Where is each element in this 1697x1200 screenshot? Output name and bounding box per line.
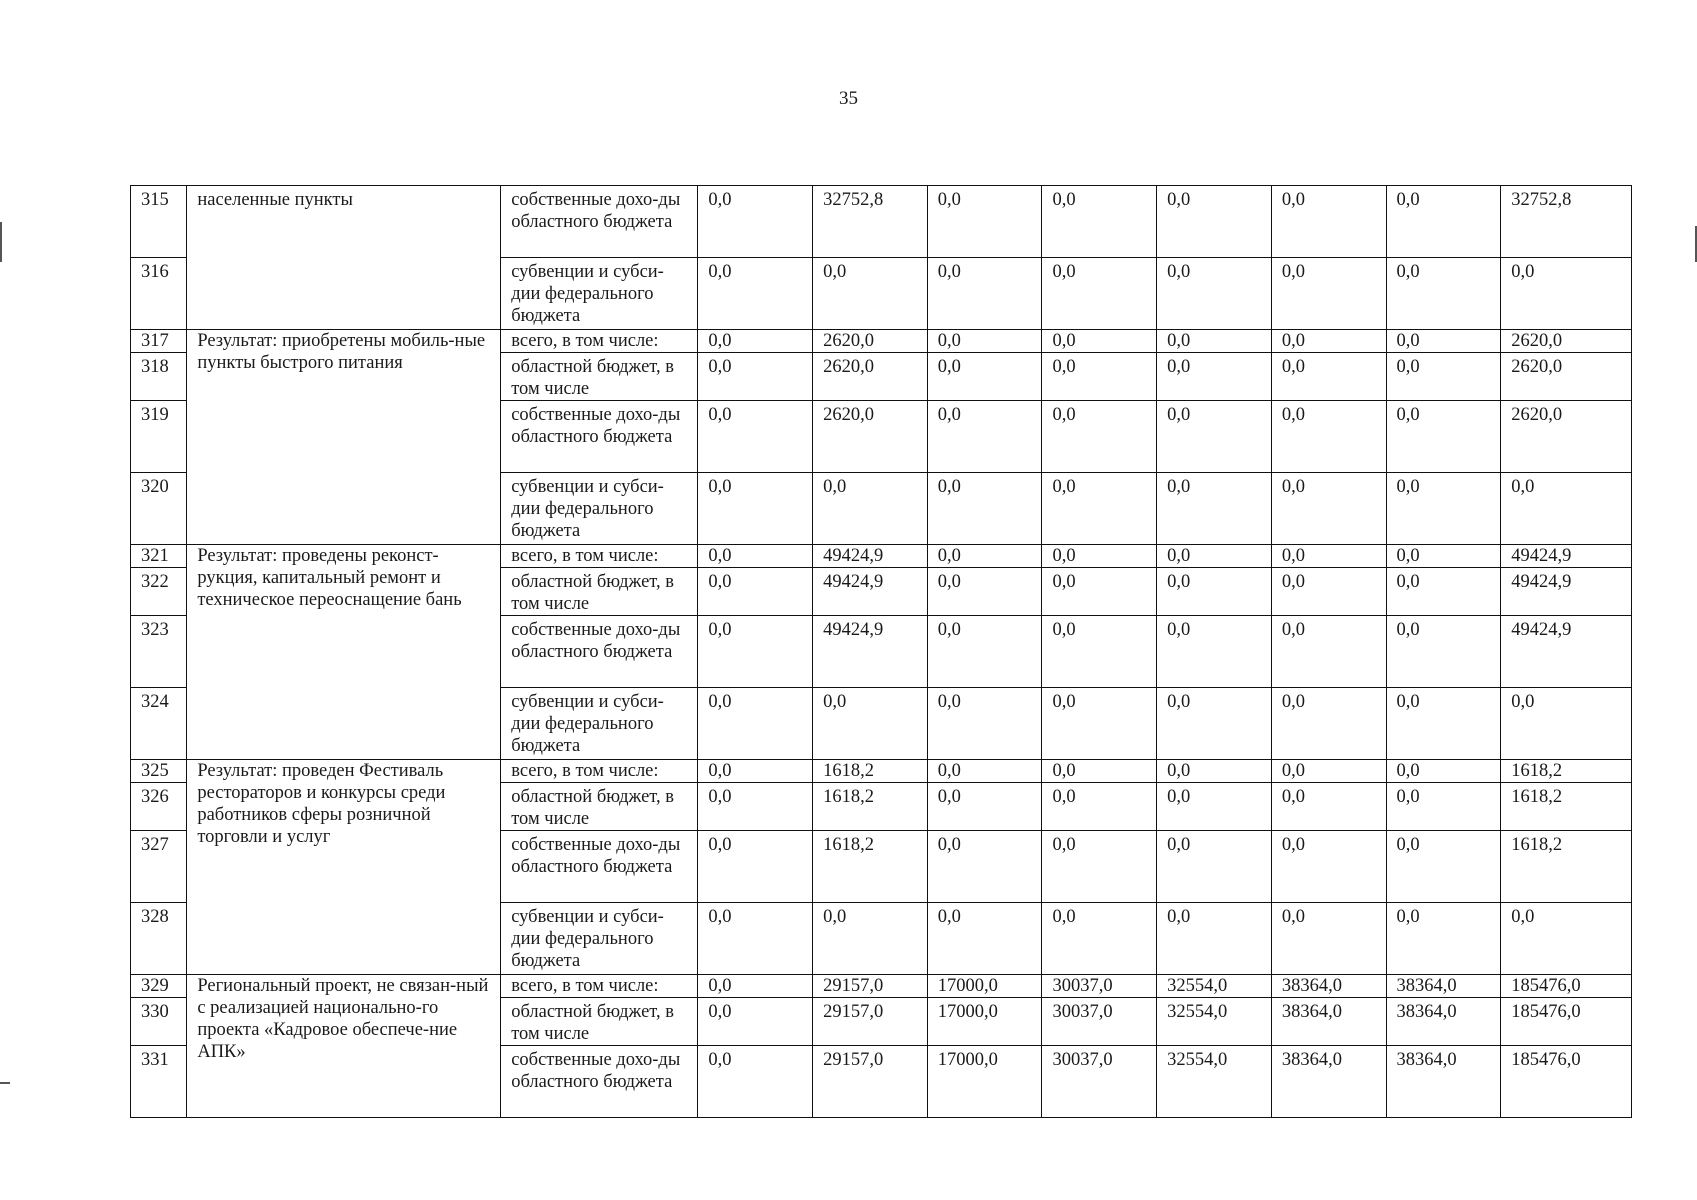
- year-value: 0,0: [927, 616, 1042, 688]
- year-value: 0,0: [1271, 783, 1386, 831]
- funding-source: собственные дохо-ды областного бюджета: [501, 186, 698, 258]
- year-value: 0,0: [1386, 783, 1501, 831]
- year-value: 0,0: [1157, 903, 1272, 975]
- year-value: 0,0: [1042, 401, 1157, 473]
- year-value: 0,0: [1386, 688, 1501, 760]
- year-value: 32554,0: [1157, 998, 1272, 1046]
- year-value: 0,0: [1386, 353, 1501, 401]
- year-value: 0,0: [1386, 330, 1501, 353]
- scan-edge-mark: [0, 222, 2, 262]
- year-value: 0,0: [698, 186, 813, 258]
- year-value: 0,0: [1157, 401, 1272, 473]
- total-value: 185476,0: [1501, 975, 1632, 998]
- year-value: 38364,0: [1386, 998, 1501, 1046]
- year-value: 2620,0: [813, 330, 928, 353]
- year-value: 30037,0: [1042, 975, 1157, 998]
- year-value: 2620,0: [813, 353, 928, 401]
- year-value: 0,0: [698, 258, 813, 330]
- year-value: 0,0: [1157, 258, 1272, 330]
- year-value: 0,0: [1271, 545, 1386, 568]
- funding-source: собственные дохо-ды областного бюджета: [501, 401, 698, 473]
- year-value: 0,0: [698, 353, 813, 401]
- total-value: 2620,0: [1501, 401, 1632, 473]
- row-number: 323: [131, 616, 187, 688]
- year-value: 0,0: [698, 975, 813, 998]
- year-value: 0,0: [1271, 330, 1386, 353]
- year-value: 0,0: [698, 1046, 813, 1118]
- year-value: 0,0: [1042, 783, 1157, 831]
- year-value: 0,0: [1271, 401, 1386, 473]
- funding-source: собственные дохо-ды областного бюджета: [501, 1046, 698, 1118]
- scan-edge-mark: [0, 1082, 10, 1084]
- row-number: 316: [131, 258, 187, 330]
- total-value: 49424,9: [1501, 616, 1632, 688]
- year-value: 32554,0: [1157, 1046, 1272, 1118]
- year-value: 32554,0: [1157, 975, 1272, 998]
- year-value: 0,0: [1157, 353, 1272, 401]
- row-number: 317: [131, 330, 187, 353]
- row-number: 325: [131, 760, 187, 783]
- year-value: 0,0: [698, 545, 813, 568]
- year-value: 49424,9: [813, 616, 928, 688]
- year-value: 0,0: [1271, 616, 1386, 688]
- total-value: 0,0: [1501, 688, 1632, 760]
- total-value: 2620,0: [1501, 330, 1632, 353]
- year-value: 0,0: [698, 760, 813, 783]
- year-value: 0,0: [698, 998, 813, 1046]
- year-value: 0,0: [927, 186, 1042, 258]
- year-value: 49424,9: [813, 568, 928, 616]
- year-value: 0,0: [1271, 688, 1386, 760]
- year-value: 0,0: [1386, 258, 1501, 330]
- year-value: 0,0: [1386, 903, 1501, 975]
- year-value: 0,0: [1386, 545, 1501, 568]
- row-number: 329: [131, 975, 187, 998]
- row-number: 331: [131, 1046, 187, 1118]
- year-value: 0,0: [1042, 903, 1157, 975]
- year-value: 0,0: [1271, 353, 1386, 401]
- result-description: Результат: проведен Фестиваль рестораторов и конкурсы среди работников сферы розничной торговли и услуг: [187, 760, 501, 975]
- year-value: 0,0: [1157, 330, 1272, 353]
- table-row: [131, 330, 1632, 353]
- year-value: 0,0: [1271, 258, 1386, 330]
- row-number: 328: [131, 903, 187, 975]
- year-value: 0,0: [698, 568, 813, 616]
- year-value: 0,0: [1042, 760, 1157, 783]
- year-value: 0,0: [1157, 831, 1272, 903]
- row-number: 315: [131, 186, 187, 258]
- year-value: 0,0: [1042, 831, 1157, 903]
- year-value: 0,0: [1157, 568, 1272, 616]
- year-value: 0,0: [813, 903, 928, 975]
- year-value: 0,0: [813, 258, 928, 330]
- year-value: 38364,0: [1271, 975, 1386, 998]
- funding-source: собственные дохо-ды областного бюджета: [501, 831, 698, 903]
- year-value: 0,0: [698, 616, 813, 688]
- funding-source: субвенции и субси-дии федерального бюджета: [501, 688, 698, 760]
- total-value: 2620,0: [1501, 353, 1632, 401]
- total-value: 32752,8: [1501, 186, 1632, 258]
- funding-source: областной бюджет, в том числе: [501, 568, 698, 616]
- funding-source: всего, в том числе:: [501, 330, 698, 353]
- year-value: 0,0: [1386, 473, 1501, 545]
- year-value: 0,0: [1386, 831, 1501, 903]
- total-value: 0,0: [1501, 258, 1632, 330]
- total-value: 49424,9: [1501, 545, 1632, 568]
- year-value: 2620,0: [813, 401, 928, 473]
- year-value: 38364,0: [1386, 1046, 1501, 1118]
- year-value: 49424,9: [813, 545, 928, 568]
- page-number: 35: [839, 88, 858, 109]
- total-value: 1618,2: [1501, 783, 1632, 831]
- year-value: 0,0: [1386, 568, 1501, 616]
- total-value: 185476,0: [1501, 998, 1632, 1046]
- year-value: 0,0: [1042, 353, 1157, 401]
- year-value: 1618,2: [813, 783, 928, 831]
- total-value: 1618,2: [1501, 760, 1632, 783]
- year-value: 0,0: [698, 831, 813, 903]
- year-value: 0,0: [1386, 186, 1501, 258]
- year-value: 0,0: [1042, 568, 1157, 616]
- year-value: 0,0: [698, 783, 813, 831]
- year-value: 0,0: [927, 831, 1042, 903]
- total-value: 0,0: [1501, 473, 1632, 545]
- table-row: [131, 975, 1632, 998]
- year-value: 0,0: [1271, 760, 1386, 783]
- year-value: 29157,0: [813, 975, 928, 998]
- year-value: 38364,0: [1386, 975, 1501, 998]
- year-value: 0,0: [1157, 545, 1272, 568]
- budget-table-container: [130, 185, 1632, 1118]
- year-value: 38364,0: [1271, 998, 1386, 1046]
- year-value: 29157,0: [813, 1046, 928, 1118]
- year-value: 0,0: [1271, 473, 1386, 545]
- year-value: 0,0: [698, 903, 813, 975]
- row-number: 326: [131, 783, 187, 831]
- result-description: Результат: проведены реконст-рукция, капитальный ремонт и техническое переоснащение бань: [187, 545, 501, 760]
- row-number: 324: [131, 688, 187, 760]
- year-value: 0,0: [813, 473, 928, 545]
- year-value: 0,0: [1157, 616, 1272, 688]
- row-number: 320: [131, 473, 187, 545]
- funding-source: всего, в том числе:: [501, 975, 698, 998]
- table-row: [131, 545, 1632, 568]
- total-value: 185476,0: [1501, 1046, 1632, 1118]
- year-value: 0,0: [1042, 186, 1157, 258]
- year-value: 0,0: [698, 473, 813, 545]
- year-value: 0,0: [927, 258, 1042, 330]
- year-value: 0,0: [927, 473, 1042, 545]
- year-value: 0,0: [1157, 473, 1272, 545]
- row-number: 319: [131, 401, 187, 473]
- year-value: 0,0: [1271, 903, 1386, 975]
- year-value: 0,0: [1042, 688, 1157, 760]
- year-value: 0,0: [1042, 616, 1157, 688]
- total-value: 49424,9: [1501, 568, 1632, 616]
- year-value: 0,0: [1157, 688, 1272, 760]
- funding-source: субвенции и субси-дии федерального бюджета: [501, 258, 698, 330]
- year-value: 1618,2: [813, 760, 928, 783]
- year-value: 17000,0: [927, 998, 1042, 1046]
- year-value: 0,0: [1271, 568, 1386, 616]
- budget-table-body: [131, 186, 1632, 1118]
- result-description: населенные пункты: [187, 186, 501, 330]
- total-value: 1618,2: [1501, 831, 1632, 903]
- funding-source: всего, в том числе:: [501, 760, 698, 783]
- row-number: 322: [131, 568, 187, 616]
- year-value: 0,0: [1042, 258, 1157, 330]
- year-value: 0,0: [1386, 401, 1501, 473]
- year-value: 29157,0: [813, 998, 928, 1046]
- year-value: 38364,0: [1271, 1046, 1386, 1118]
- year-value: 0,0: [698, 688, 813, 760]
- year-value: 0,0: [927, 568, 1042, 616]
- year-value: 0,0: [927, 688, 1042, 760]
- result-description: Региональный проект, не связан-ный с реализацией национально-го проекта «Кадровое обеспече-ние АПК»: [187, 975, 501, 1118]
- year-value: 17000,0: [927, 1046, 1042, 1118]
- year-value: 0,0: [927, 760, 1042, 783]
- year-value: 0,0: [927, 903, 1042, 975]
- year-value: 0,0: [1157, 783, 1272, 831]
- year-value: 30037,0: [1042, 998, 1157, 1046]
- year-value: 0,0: [1271, 186, 1386, 258]
- year-value: 0,0: [927, 401, 1042, 473]
- funding-source: областной бюджет, в том числе: [501, 353, 698, 401]
- row-number: 318: [131, 353, 187, 401]
- year-value: 0,0: [698, 401, 813, 473]
- row-number: 330: [131, 998, 187, 1046]
- year-value: 0,0: [1157, 186, 1272, 258]
- budget-table: [130, 185, 1632, 1118]
- year-value: 0,0: [927, 545, 1042, 568]
- funding-source: субвенции и субси-дии федерального бюджета: [501, 473, 698, 545]
- year-value: 0,0: [813, 688, 928, 760]
- year-value: 0,0: [1042, 330, 1157, 353]
- year-value: 0,0: [1271, 831, 1386, 903]
- year-value: 1618,2: [813, 831, 928, 903]
- year-value: 0,0: [1157, 760, 1272, 783]
- year-value: 0,0: [927, 330, 1042, 353]
- year-value: 32752,8: [813, 186, 928, 258]
- funding-source: собственные дохо-ды областного бюджета: [501, 616, 698, 688]
- year-value: 30037,0: [1042, 1046, 1157, 1118]
- funding-source: областной бюджет, в том числе: [501, 783, 698, 831]
- row-number: 327: [131, 831, 187, 903]
- result-description: Результат: приобретены мобиль-ные пункты быстрого питания: [187, 330, 501, 545]
- funding-source: всего, в том числе:: [501, 545, 698, 568]
- year-value: 0,0: [927, 353, 1042, 401]
- total-value: 0,0: [1501, 903, 1632, 975]
- year-value: 0,0: [1042, 545, 1157, 568]
- year-value: 0,0: [1042, 473, 1157, 545]
- year-value: 17000,0: [927, 975, 1042, 998]
- funding-source: субвенции и субси-дии федерального бюджета: [501, 903, 698, 975]
- year-value: 0,0: [1386, 760, 1501, 783]
- year-value: 0,0: [698, 330, 813, 353]
- funding-source: областной бюджет, в том числе: [501, 998, 698, 1046]
- row-number: 321: [131, 545, 187, 568]
- year-value: 0,0: [927, 783, 1042, 831]
- year-value: 0,0: [1386, 616, 1501, 688]
- table-row: [131, 186, 1632, 258]
- table-row: [131, 760, 1632, 783]
